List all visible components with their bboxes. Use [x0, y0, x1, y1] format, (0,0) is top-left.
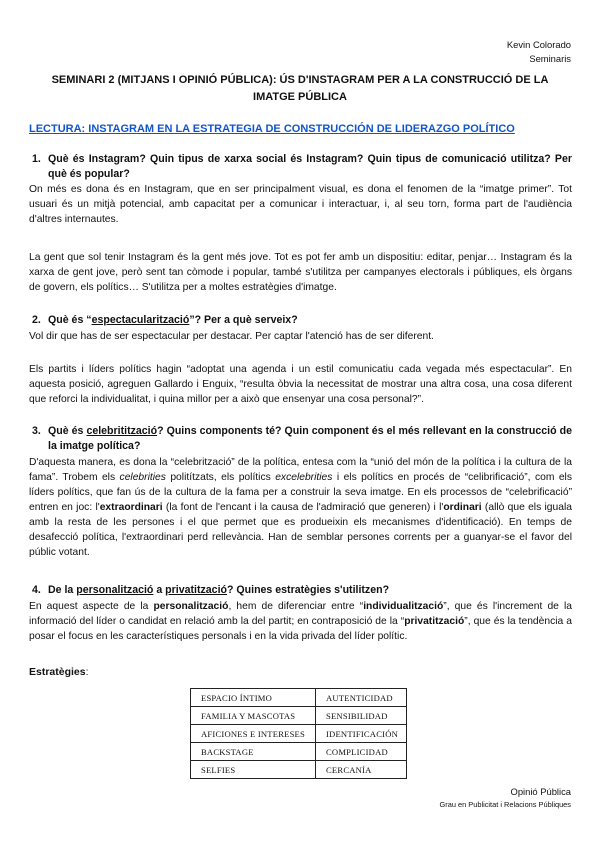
footer-subject: Opinió Pública: [510, 786, 571, 797]
question-2: 2. Què és “espectacularització”? Per a què serveix?: [32, 314, 298, 326]
question-number: 3.: [32, 425, 41, 437]
term-personalitzacio: personalització: [76, 584, 154, 596]
table-cell: CERCANÍA: [316, 761, 407, 779]
strategies-label: Estratègies:: [29, 666, 89, 678]
table-row: [191, 689, 407, 707]
term-privatitzacio: privatització: [165, 584, 227, 596]
table-cell: SELFIES: [191, 761, 316, 779]
paragraph-2: La gent que sol tenir Instagram és la gent més jove. Tot es pot fer amb un dispositiu: editar, penjar… Instagram és la xarxa de gent jove, però sent tan còmode i popular, també s'utilitza per campanyes electorals i públiques, els òrgans de govern, els polítics… S'utilitza per a moltes estratègies d'imatge.: [29, 252, 572, 293]
table-cell: COMPLICIDAD: [316, 743, 407, 761]
footer-degree: Grau en Publicitat i Relacions Públiques: [439, 800, 571, 809]
table-row: [191, 725, 407, 743]
table-cell: AFICIONES E INTERESES: [191, 725, 316, 743]
question-3: 3. Què és celebritització? Quins components té? Quin component és el més rellevant en la construcció de la imatge política?: [32, 425, 572, 452]
table-row: [191, 707, 407, 725]
paragraph-4: Els partits i líders polítics hagin “adoptat una agenda i un estil comunicatiu cada vegada més espectacular”. En aquesta posició, agreguen Gallardo i Enguix, “resulta òbvia la necessitat de mostrar una altra cosa, una cosa diferent que reforci la individualitat, i quina millor per a això que ensenyar una cosa personal?”.: [29, 364, 572, 405]
term-celebrititzacio: celebritització: [86, 425, 158, 437]
question-4: 4. De la personalització a privatització? Quines estratègies s'utilitzen?: [32, 584, 390, 596]
table-cell: ESPACIO ÍNTIMO: [191, 689, 316, 707]
document-title: SEMINARI 2 (MITJANS I OPINIÓ PÚBLICA): ÚS D'INSTAGRAM PER A LA CONSTRUCCIÓ DE LA IMATGE PÚBLICA: [51, 74, 549, 103]
table-cell: FAMILIA Y MASCOTAS: [191, 707, 316, 725]
author-name: Kevin Colorado: [506, 39, 571, 50]
question-1: [32, 152, 572, 182]
paragraph-6: En aquest aspecte de la personalització, hem de diferenciar entre “individualització”, que és l'increment de la informació del líder o candidat en relació amb la del partit; en contraposició de la “privatització”, que és la tendència a posar el focus en les característiques personals i en la vida privada del líder polític.: [29, 601, 572, 642]
table-row: [191, 743, 407, 761]
table-row: [191, 761, 407, 779]
page-footer: [440, 785, 571, 811]
term-espectacularitzacio: espectacularització: [91, 314, 190, 326]
table-cell: IDENTIFICACIÓN: [316, 725, 407, 743]
paragraph-1: On més es dona és en Instagram, que en ser principalment visual, es dona el fenomen de la “imatge primer”. Tot usuari és un mitjà potencial, amb capacitat per a comunicar i interactuar, i, al seu torn, forma part de l'audiència d'altres internautes.: [29, 184, 572, 225]
paragraph-3: Vol dir que has de ser espectacular per destacar. Per captar l'atenció has de ser diferent.: [29, 331, 434, 342]
question-number: 2.: [32, 314, 41, 326]
page-header: [507, 38, 571, 66]
table-cell: BACKSTAGE: [191, 743, 316, 761]
question-number: 4.: [32, 584, 41, 596]
table-cell: AUTENTICIDAD: [316, 689, 407, 707]
table-cell: SENSIBILIDAD: [316, 707, 407, 725]
question-number: 1.: [32, 153, 41, 165]
strategies-table: [190, 688, 407, 779]
question-text: Què és Instagram? Quin tipus de xarxa social és Instagram? Quin tipus de comunicació utilitza? Per què és popular?: [48, 153, 572, 180]
reading-title-link[interactable]: LECTURA: INSTAGRAM EN LA ESTRATEGIA DE CONSTRUCCIÓN DE LIDERAZGO POLÍTICO: [29, 123, 515, 135]
paragraph-5: D'aquesta manera, es dona la “celebrització” de la política, entesa com la “unió del món de la política i la cultura de la fama”. Trobem els celebrities politítzats, els polítics excelebrities i els polítics en procés de “celibrificació”, com els líders polítics, que fan ús de la cultura de la fama per a construir la seva imatge. En els processos de “celebrificació” entren en joc: l'extraordinari (la font de l'encant i la causa de l'admiració que generen) i l'ordinari (allò que els iguala amb la resta de les persones i el que permet que es produeixin els mecanismes d'identificació). En temps de desafecció política, l'extraordinari perd rellevància. Han de semblar persones corrents per a guanyar-se el favor del públic votant.: [29, 457, 572, 558]
document-type: Seminaris: [529, 53, 571, 64]
